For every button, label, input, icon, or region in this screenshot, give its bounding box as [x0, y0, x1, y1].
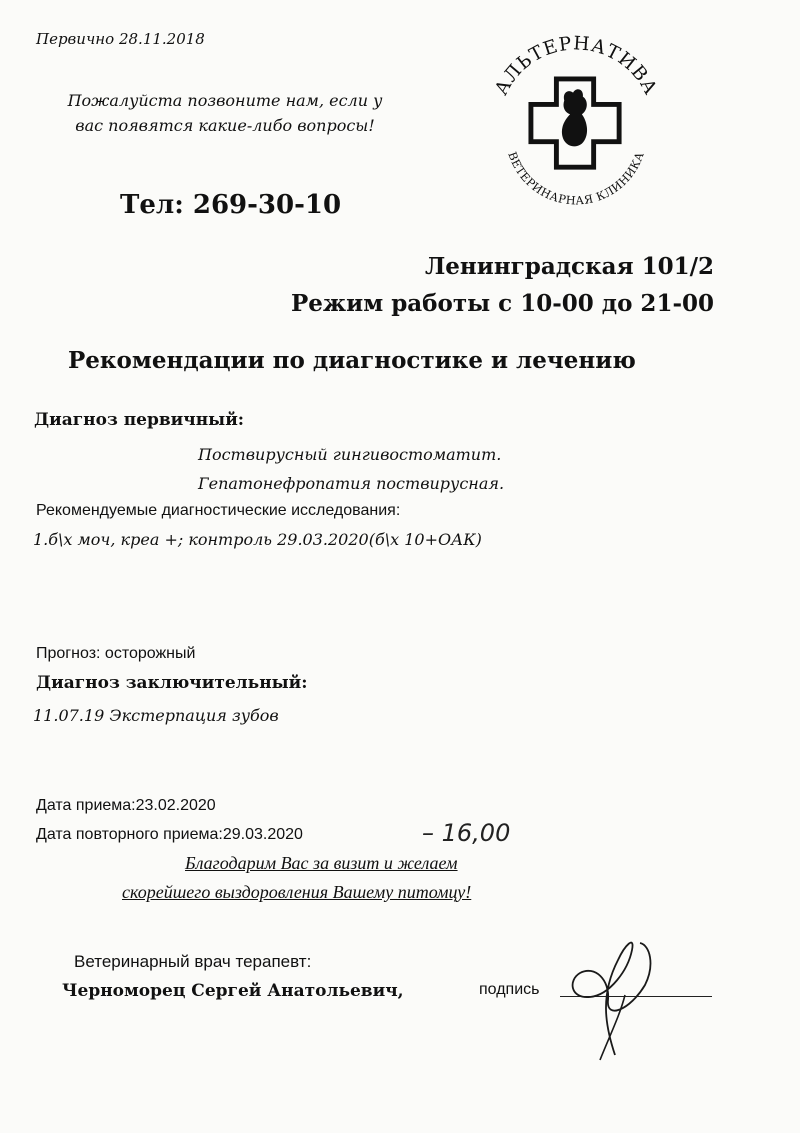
primary-diagnosis-line2: Гепатонефропатия поствирусная.	[198, 474, 505, 493]
recommended-value: 1.б\х моч, креа +; контроль 29.03.2020(б\х 10+ОАК)	[33, 530, 482, 549]
primary-diagnosis-line1: Поствирусный гингивостоматит.	[198, 445, 502, 464]
primary-diagnosis-label: Диагноз первичный:	[34, 410, 245, 430]
prognosis: Прогноз: осторожный	[36, 645, 196, 662]
clinic-address: Ленинградская 101/2	[424, 253, 714, 280]
doctor-name: Черноморец Сергей Анатольевич,	[62, 981, 404, 1001]
call-note: Пожалуйста позвоните нам, если у вас появятся какие-либо вопросы!	[67, 91, 383, 135]
thanks-line2: скорейшего выздоровления Вашему питомцу!	[122, 882, 472, 902]
final-diagnosis-label: Диагноз заключительный:	[36, 673, 308, 693]
signature-label: подпись	[479, 981, 540, 998]
thanks-line1: Благодарим Вас за визит и желаем	[185, 853, 458, 873]
signature	[560, 925, 670, 1065]
clinic-hours: Режим работы с 10-00 до 21-00	[291, 290, 714, 317]
document-title: Рекомендации по диагностике и лечению	[68, 347, 636, 374]
svg-text:ВЕТЕРИНАРНАЯ КЛИНИКА	[505, 150, 646, 207]
handwritten-time-text: – 16,00	[422, 819, 511, 847]
logo-subtitle-text: ВЕТЕРИНАРНАЯ КЛИНИКА	[505, 150, 647, 208]
final-diagnosis-value: 11.07.19 Экстерпация зубов	[33, 706, 279, 725]
clinic-phone: Тел: 269-30-10	[120, 190, 342, 220]
recommended-label: Рекомендуемые диагностические исследования:	[36, 502, 401, 519]
first-visit-date: Первично 28.11.2018	[36, 30, 205, 48]
visit-date: Дата приема:23.02.2020	[36, 797, 216, 814]
logo-brand-text: АЛЬТЕРНАТИВА	[491, 33, 661, 99]
handwritten-revisit-time	[420, 813, 530, 853]
clinic-logo	[478, 28, 674, 224]
doctor-role: Ветеринарный врач терапевт:	[74, 952, 312, 971]
revisit-date: Дата повторного приема:29.03.2020	[36, 826, 303, 843]
logo-pet	[562, 89, 587, 146]
svg-text:АЛЬТЕРНАТИВА	[491, 33, 661, 99]
